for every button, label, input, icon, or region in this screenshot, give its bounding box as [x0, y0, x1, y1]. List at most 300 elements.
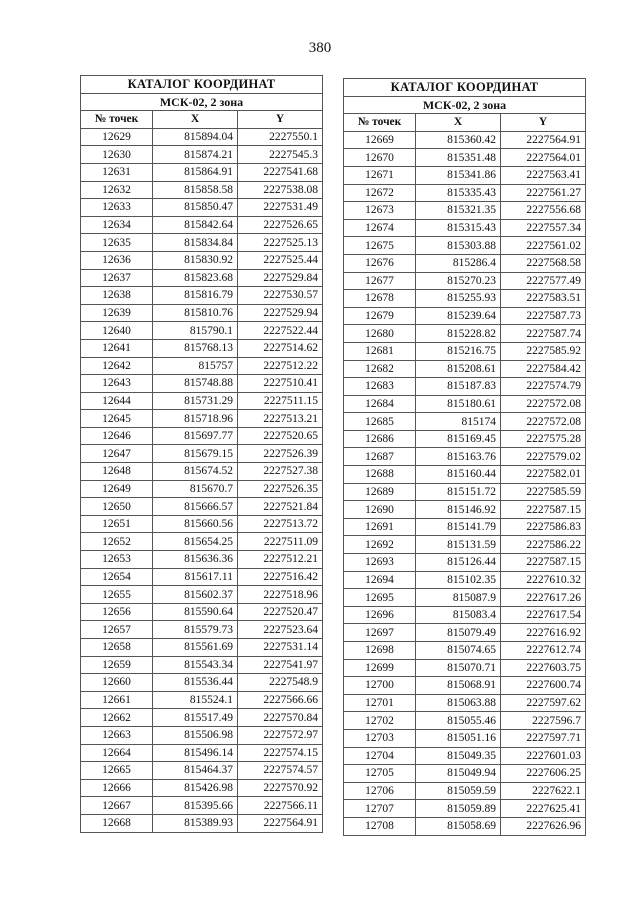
catalog-title: КАТАЛОГ КООРДИНАТ	[344, 79, 586, 97]
y-coordinate-cell: 2227538.08	[238, 181, 323, 199]
y-coordinate-cell: 2227516.42	[238, 568, 323, 586]
table-row	[344, 219, 586, 237]
y-coordinate-cell: 2227529.84	[238, 269, 323, 287]
table-row	[344, 554, 586, 572]
x-coordinate-cell: 815303.88	[416, 237, 501, 255]
y-coordinate-cell: 2227510.41	[238, 375, 323, 393]
y-coordinate-cell: 2227550.1	[238, 128, 323, 146]
table-row	[344, 782, 586, 800]
point-number-cell: 12690	[344, 501, 416, 519]
point-number-cell: 12638	[81, 287, 153, 305]
point-number-cell: 12706	[344, 782, 416, 800]
x-coordinate-cell: 815768.13	[153, 339, 238, 357]
point-number-cell: 12704	[344, 747, 416, 765]
x-coordinate-cell: 815160.44	[416, 466, 501, 484]
point-number-cell: 12669	[344, 131, 416, 149]
x-coordinate-cell: 815360.42	[416, 131, 501, 149]
y-coordinate-cell: 2227513.72	[238, 515, 323, 533]
table-row	[344, 536, 586, 554]
x-coordinate-cell: 815864.91	[153, 163, 238, 181]
y-coordinate-cell: 2227541.97	[238, 656, 323, 674]
x-coordinate-cell: 815602.37	[153, 586, 238, 604]
point-number-cell: 12679	[344, 307, 416, 325]
table-row	[344, 483, 586, 501]
column-header-point-number: № точек	[81, 111, 153, 129]
table-row	[81, 269, 323, 287]
point-number-cell: 12658	[81, 639, 153, 657]
table-row	[81, 463, 323, 481]
table-row	[344, 624, 586, 642]
x-coordinate-cell: 815055.46	[416, 712, 501, 730]
coordinate-catalog-table-left	[80, 75, 323, 833]
x-coordinate-cell: 815286.4	[416, 254, 501, 272]
table-row	[81, 779, 323, 797]
point-number-cell: 12650	[81, 498, 153, 516]
point-number-cell: 12675	[344, 237, 416, 255]
point-number-cell: 12696	[344, 606, 416, 624]
x-coordinate-cell: 815757	[153, 357, 238, 375]
table-row	[344, 712, 586, 730]
y-coordinate-cell: 2227561.02	[501, 237, 586, 255]
table-row	[81, 726, 323, 744]
y-coordinate-cell: 2227586.22	[501, 536, 586, 554]
y-coordinate-cell: 2227606.25	[501, 765, 586, 783]
point-number-cell: 12637	[81, 269, 153, 287]
y-coordinate-cell: 2227531.14	[238, 639, 323, 657]
x-coordinate-cell: 815321.35	[416, 202, 501, 220]
table-row	[81, 392, 323, 410]
y-coordinate-cell: 2227574.15	[238, 744, 323, 762]
x-coordinate-cell: 815059.59	[416, 782, 501, 800]
point-number-cell: 12695	[344, 589, 416, 607]
table-row	[81, 603, 323, 621]
table-row	[81, 744, 323, 762]
x-coordinate-cell: 815070.71	[416, 659, 501, 677]
y-coordinate-cell: 2227521.84	[238, 498, 323, 516]
x-coordinate-cell: 815842.64	[153, 216, 238, 234]
x-coordinate-cell: 815830.92	[153, 251, 238, 269]
point-number-cell: 12694	[344, 571, 416, 589]
x-coordinate-cell: 815151.72	[416, 483, 501, 501]
table-row	[81, 146, 323, 164]
x-coordinate-cell: 815506.98	[153, 726, 238, 744]
point-number-cell: 12676	[344, 254, 416, 272]
point-number-cell: 12636	[81, 251, 153, 269]
table-row	[81, 762, 323, 780]
table-row	[81, 568, 323, 586]
y-coordinate-cell: 2227572.97	[238, 726, 323, 744]
y-coordinate-cell: 2227587.73	[501, 307, 586, 325]
point-number-cell: 12700	[344, 677, 416, 695]
table-row	[344, 307, 586, 325]
point-number-cell: 12647	[81, 445, 153, 463]
point-number-cell: 12661	[81, 691, 153, 709]
x-coordinate-cell: 815146.92	[416, 501, 501, 519]
point-number-cell: 12635	[81, 234, 153, 252]
y-coordinate-cell: 2227574.57	[238, 762, 323, 780]
y-coordinate-cell: 2227561.27	[501, 184, 586, 202]
x-coordinate-cell: 815187.83	[416, 378, 501, 396]
y-coordinate-cell: 2227601.03	[501, 747, 586, 765]
point-number-cell: 12646	[81, 427, 153, 445]
point-number-cell: 12672	[344, 184, 416, 202]
y-coordinate-cell: 2227514.62	[238, 339, 323, 357]
point-number-cell: 12634	[81, 216, 153, 234]
table-row	[344, 677, 586, 695]
table-row	[344, 272, 586, 290]
x-coordinate-cell: 815216.75	[416, 342, 501, 360]
y-coordinate-cell: 2227541.68	[238, 163, 323, 181]
y-coordinate-cell: 2227511.15	[238, 392, 323, 410]
table-row	[344, 817, 586, 835]
point-number-cell: 12657	[81, 621, 153, 639]
table-row	[344, 466, 586, 484]
x-coordinate-cell: 815083.4	[416, 606, 501, 624]
table-row	[344, 342, 586, 360]
table-row	[81, 128, 323, 146]
table-row	[81, 586, 323, 604]
y-coordinate-cell: 2227617.54	[501, 606, 586, 624]
point-number-cell: 12667	[81, 797, 153, 815]
x-coordinate-cell: 815731.29	[153, 392, 238, 410]
x-coordinate-cell: 815079.49	[416, 624, 501, 642]
point-number-cell: 12671	[344, 166, 416, 184]
table-row	[81, 357, 323, 375]
table-row	[344, 729, 586, 747]
table-row	[344, 413, 586, 431]
point-number-cell: 12681	[344, 342, 416, 360]
y-coordinate-cell: 2227574.79	[501, 378, 586, 396]
table-row	[81, 656, 323, 674]
y-coordinate-cell: 2227526.65	[238, 216, 323, 234]
table-row	[81, 639, 323, 657]
x-coordinate-cell: 815718.96	[153, 410, 238, 428]
x-coordinate-cell: 815228.82	[416, 325, 501, 343]
point-number-cell: 12708	[344, 817, 416, 835]
catalog-title: КАТАЛОГ КООРДИНАТ	[81, 76, 323, 94]
x-coordinate-cell: 815524.1	[153, 691, 238, 709]
y-coordinate-cell: 2227564.91	[238, 814, 323, 832]
y-coordinate-cell: 2227563.41	[501, 166, 586, 184]
x-coordinate-cell: 815335.43	[416, 184, 501, 202]
point-number-cell: 12631	[81, 163, 153, 181]
y-coordinate-cell: 2227616.92	[501, 624, 586, 642]
table-row	[81, 339, 323, 357]
point-number-cell: 12689	[344, 483, 416, 501]
point-number-cell: 12693	[344, 554, 416, 572]
table-row	[344, 395, 586, 413]
column-header-y: Y	[238, 111, 323, 129]
catalog-subtitle: МСК-02, 2 зона	[81, 93, 323, 111]
y-coordinate-cell: 2227600.74	[501, 677, 586, 695]
y-coordinate-cell: 2227564.01	[501, 149, 586, 167]
point-number-cell: 12656	[81, 603, 153, 621]
y-coordinate-cell: 2227548.9	[238, 674, 323, 692]
column-header-y: Y	[501, 114, 586, 132]
table-row	[344, 800, 586, 818]
point-number-cell: 12665	[81, 762, 153, 780]
point-number-cell: 12666	[81, 779, 153, 797]
y-coordinate-cell: 2227545.3	[238, 146, 323, 164]
point-number-cell: 12668	[81, 814, 153, 832]
x-coordinate-cell: 815102.35	[416, 571, 501, 589]
point-number-cell: 12660	[81, 674, 153, 692]
table-row	[344, 184, 586, 202]
point-number-cell: 12639	[81, 304, 153, 322]
point-number-cell: 12703	[344, 729, 416, 747]
x-coordinate-cell: 815341.86	[416, 166, 501, 184]
x-coordinate-cell: 815850.47	[153, 199, 238, 217]
x-coordinate-cell: 815131.59	[416, 536, 501, 554]
point-number-cell: 12705	[344, 765, 416, 783]
x-coordinate-cell: 815270.23	[416, 272, 501, 290]
y-coordinate-cell: 2227587.15	[501, 501, 586, 519]
x-coordinate-cell: 815126.44	[416, 554, 501, 572]
table-row	[344, 325, 586, 343]
y-coordinate-cell: 2227583.51	[501, 290, 586, 308]
x-coordinate-cell: 815426.98	[153, 779, 238, 797]
table-row	[344, 589, 586, 607]
x-coordinate-cell: 815049.35	[416, 747, 501, 765]
y-coordinate-cell: 2227525.13	[238, 234, 323, 252]
catalog-subtitle: МСК-02, 2 зона	[344, 96, 586, 114]
point-number-cell: 12683	[344, 378, 416, 396]
y-coordinate-cell: 2227526.39	[238, 445, 323, 463]
point-number-cell: 12688	[344, 466, 416, 484]
x-coordinate-cell: 815395.66	[153, 797, 238, 815]
x-coordinate-cell: 815389.93	[153, 814, 238, 832]
table-row	[81, 691, 323, 709]
point-number-cell: 12664	[81, 744, 153, 762]
x-coordinate-cell: 815543.34	[153, 656, 238, 674]
y-coordinate-cell: 2227622.1	[501, 782, 586, 800]
x-coordinate-cell: 815654.25	[153, 533, 238, 551]
y-coordinate-cell: 2227612.74	[501, 642, 586, 660]
point-number-cell: 12645	[81, 410, 153, 428]
y-coordinate-cell: 2227512.21	[238, 551, 323, 569]
point-number-cell: 12699	[344, 659, 416, 677]
point-number-cell: 12649	[81, 480, 153, 498]
point-number-cell: 12653	[81, 551, 153, 569]
x-coordinate-cell: 815087.9	[416, 589, 501, 607]
x-coordinate-cell: 815810.76	[153, 304, 238, 322]
y-coordinate-cell: 2227520.47	[238, 603, 323, 621]
page-number: 380	[308, 40, 332, 56]
y-coordinate-cell: 2227526.35	[238, 480, 323, 498]
table-row	[81, 163, 323, 181]
y-coordinate-cell: 2227564.91	[501, 131, 586, 149]
x-coordinate-cell: 815315.43	[416, 219, 501, 237]
point-number-cell: 12651	[81, 515, 153, 533]
point-number-cell: 12629	[81, 128, 153, 146]
point-number-cell: 12654	[81, 568, 153, 586]
x-coordinate-cell: 815464.37	[153, 762, 238, 780]
y-coordinate-cell: 2227512.22	[238, 357, 323, 375]
y-coordinate-cell: 2227579.02	[501, 448, 586, 466]
x-coordinate-cell: 815496.14	[153, 744, 238, 762]
table-row	[81, 814, 323, 832]
x-coordinate-cell: 815351.48	[416, 149, 501, 167]
table-row	[344, 360, 586, 378]
y-coordinate-cell: 2227531.49	[238, 199, 323, 217]
x-coordinate-cell: 815636.36	[153, 551, 238, 569]
table-row	[81, 445, 323, 463]
y-coordinate-cell: 2227518.96	[238, 586, 323, 604]
table-row	[344, 571, 586, 589]
table-row	[344, 202, 586, 220]
point-number-cell: 12662	[81, 709, 153, 727]
y-coordinate-cell: 2227520.65	[238, 427, 323, 445]
table-row	[344, 254, 586, 272]
table-row	[344, 747, 586, 765]
y-coordinate-cell: 2227566.11	[238, 797, 323, 815]
table-row	[81, 480, 323, 498]
y-coordinate-cell: 2227597.71	[501, 729, 586, 747]
table-row	[344, 378, 586, 396]
y-coordinate-cell: 2227577.49	[501, 272, 586, 290]
table-row	[81, 322, 323, 340]
x-coordinate-cell: 815617.11	[153, 568, 238, 586]
x-coordinate-cell: 815874.21	[153, 146, 238, 164]
y-coordinate-cell: 2227626.96	[501, 817, 586, 835]
point-number-cell: 12691	[344, 518, 416, 536]
table-row	[81, 410, 323, 428]
x-coordinate-cell: 815674.52	[153, 463, 238, 481]
y-coordinate-cell: 2227556.68	[501, 202, 586, 220]
x-coordinate-cell: 815063.88	[416, 694, 501, 712]
y-coordinate-cell: 2227568.58	[501, 254, 586, 272]
point-number-cell: 12680	[344, 325, 416, 343]
point-number-cell: 12633	[81, 199, 153, 217]
table-row	[344, 237, 586, 255]
table-row	[81, 515, 323, 533]
table-row	[81, 797, 323, 815]
x-coordinate-cell: 815255.93	[416, 290, 501, 308]
x-coordinate-cell: 815141.79	[416, 518, 501, 536]
x-coordinate-cell: 815059.89	[416, 800, 501, 818]
table-row	[344, 131, 586, 149]
table-row	[344, 501, 586, 519]
point-number-cell: 12641	[81, 339, 153, 357]
point-number-cell: 12663	[81, 726, 153, 744]
table-row	[344, 290, 586, 308]
y-coordinate-cell: 2227597.62	[501, 694, 586, 712]
table-row	[81, 199, 323, 217]
table-row	[344, 765, 586, 783]
point-number-cell: 12630	[81, 146, 153, 164]
x-coordinate-cell: 815074.65	[416, 642, 501, 660]
table-row	[81, 287, 323, 305]
column-header-x: X	[153, 111, 238, 129]
x-coordinate-cell: 815660.56	[153, 515, 238, 533]
point-number-cell: 12670	[344, 149, 416, 167]
table-row	[81, 234, 323, 252]
y-coordinate-cell: 2227584.42	[501, 360, 586, 378]
point-number-cell: 12648	[81, 463, 153, 481]
point-number-cell: 12684	[344, 395, 416, 413]
point-number-cell: 12677	[344, 272, 416, 290]
x-coordinate-cell: 815823.68	[153, 269, 238, 287]
x-coordinate-cell: 815748.88	[153, 375, 238, 393]
x-coordinate-cell: 815579.73	[153, 621, 238, 639]
point-number-cell: 12640	[81, 322, 153, 340]
y-coordinate-cell: 2227585.59	[501, 483, 586, 501]
point-number-cell: 12642	[81, 357, 153, 375]
point-number-cell: 12652	[81, 533, 153, 551]
x-coordinate-cell: 815051.16	[416, 729, 501, 747]
table-row	[344, 166, 586, 184]
table-row	[344, 149, 586, 167]
x-coordinate-cell: 815208.61	[416, 360, 501, 378]
table-row	[81, 181, 323, 199]
y-coordinate-cell: 2227566.66	[238, 691, 323, 709]
y-coordinate-cell: 2227582.01	[501, 466, 586, 484]
x-coordinate-cell: 815666.57	[153, 498, 238, 516]
x-coordinate-cell: 815561.69	[153, 639, 238, 657]
y-coordinate-cell: 2227570.84	[238, 709, 323, 727]
point-number-cell: 12692	[344, 536, 416, 554]
coordinate-catalog-table-right	[343, 78, 586, 836]
y-coordinate-cell: 2227530.57	[238, 287, 323, 305]
y-coordinate-cell: 2227527.38	[238, 463, 323, 481]
column-header-x: X	[416, 114, 501, 132]
point-number-cell: 12686	[344, 430, 416, 448]
point-number-cell: 12698	[344, 642, 416, 660]
table-row	[81, 216, 323, 234]
x-coordinate-cell: 815858.58	[153, 181, 238, 199]
column-header-point-number: № точек	[344, 114, 416, 132]
y-coordinate-cell: 2227603.75	[501, 659, 586, 677]
x-coordinate-cell: 815894.04	[153, 128, 238, 146]
y-coordinate-cell: 2227575.28	[501, 430, 586, 448]
y-coordinate-cell: 2227610.32	[501, 571, 586, 589]
point-number-cell: 12702	[344, 712, 416, 730]
y-coordinate-cell: 2227525.44	[238, 251, 323, 269]
x-coordinate-cell: 815068.91	[416, 677, 501, 695]
point-number-cell: 12643	[81, 375, 153, 393]
point-number-cell: 12632	[81, 181, 153, 199]
point-number-cell: 12655	[81, 586, 153, 604]
point-number-cell: 12707	[344, 800, 416, 818]
y-coordinate-cell: 2227511.09	[238, 533, 323, 551]
y-coordinate-cell: 2227586.83	[501, 518, 586, 536]
x-coordinate-cell: 815536.44	[153, 674, 238, 692]
x-coordinate-cell: 815163.76	[416, 448, 501, 466]
x-coordinate-cell: 815834.84	[153, 234, 238, 252]
x-coordinate-cell: 815816.79	[153, 287, 238, 305]
table-row	[344, 694, 586, 712]
y-coordinate-cell: 2227529.94	[238, 304, 323, 322]
y-coordinate-cell: 2227587.74	[501, 325, 586, 343]
x-coordinate-cell: 815239.64	[416, 307, 501, 325]
table-row	[81, 709, 323, 727]
y-coordinate-cell: 2227522.44	[238, 322, 323, 340]
point-number-cell: 12673	[344, 202, 416, 220]
x-coordinate-cell: 815670.7	[153, 480, 238, 498]
y-coordinate-cell: 2227523.64	[238, 621, 323, 639]
table-row	[81, 498, 323, 516]
table-row	[81, 427, 323, 445]
point-number-cell: 12682	[344, 360, 416, 378]
table-row	[81, 251, 323, 269]
point-number-cell: 12659	[81, 656, 153, 674]
y-coordinate-cell: 2227513.21	[238, 410, 323, 428]
x-coordinate-cell: 815697.77	[153, 427, 238, 445]
x-coordinate-cell: 815180.61	[416, 395, 501, 413]
table-row	[344, 448, 586, 466]
x-coordinate-cell: 815590.64	[153, 603, 238, 621]
y-coordinate-cell: 2227572.08	[501, 413, 586, 431]
